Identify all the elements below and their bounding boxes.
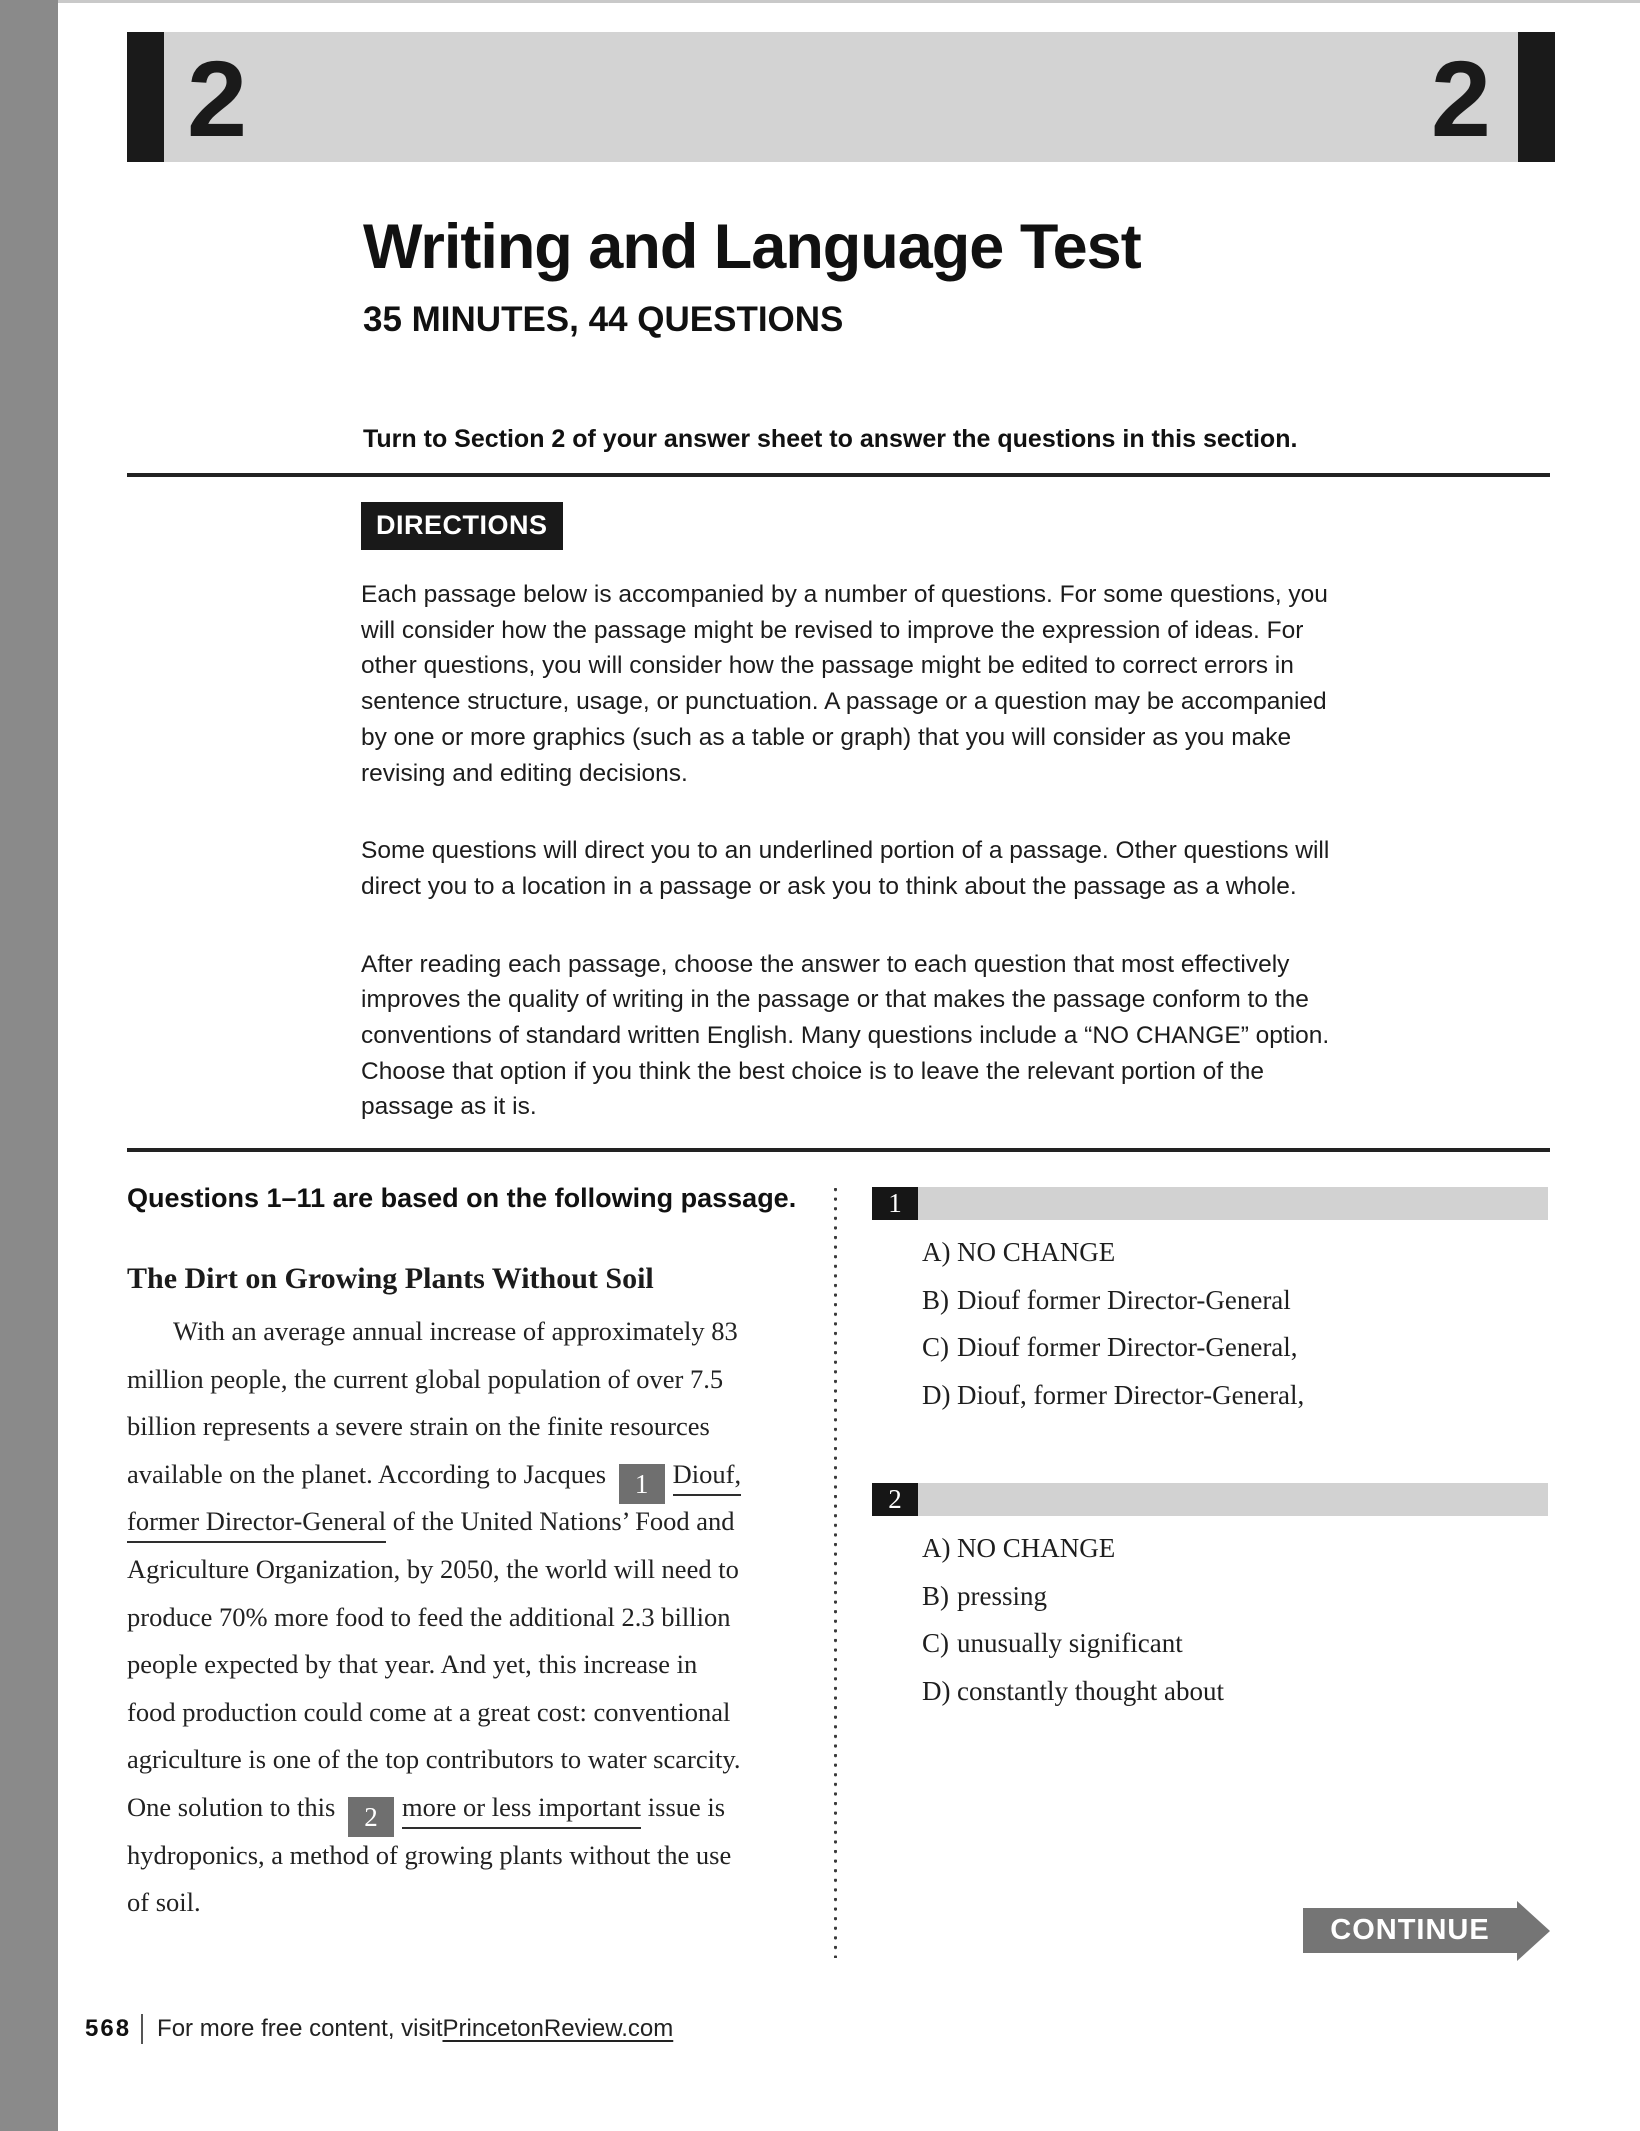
question-number-bar [872,1483,1548,1516]
choice-letter: B) [922,1284,949,1315]
question-bar-fill [918,1187,1548,1220]
choice-text: Diouf former Director-General [957,1284,1291,1315]
passage-question-marker-2: 2 [348,1797,394,1837]
choice-letter: C) [922,1628,949,1658]
continue-button[interactable] [1303,1908,1517,1953]
passage-line: hydroponics, a method of growing plants without the use [127,1839,732,1870]
continue-label: CONTINUE [1303,1908,1517,1953]
question-number: 1 [872,1187,918,1220]
answer-choices [872,1525,1548,1715]
test-title: Writing and Language Test [363,212,1141,282]
directions-line: sentence structure, usage, or punctuation. A passage or a question may be accompanied [361,688,1327,716]
footer-divider [141,2014,143,2044]
question-number-bar [872,1187,1548,1220]
answer-sheet-instruction: Turn to Section 2 of your answer sheet to answer the questions in this section. [363,425,1298,453]
directions-line: direct you to a location in a passage or ask you to think about the passage as a whole. [361,872,1297,900]
passage-line: former Director-General of the United Nations’ Food and [127,1498,817,1546]
directions-line: by one or more graphics (such as a table or graph) that you will consider as you make [361,723,1292,751]
question-number: 2 [872,1483,918,1516]
underlined-phrase: former Director-General [127,1506,386,1543]
choice-text: pressing [957,1580,1047,1611]
passage-line: people expected by that year. And yet, this increase in [127,1649,698,1680]
answer-choice-C [872,1620,1548,1668]
choice-letter: D) [922,1379,951,1410]
section-number-right: 2 [1430,38,1491,159]
choice-text: unusually significant [957,1628,1183,1658]
choice-letter: B) [922,1580,949,1611]
underlined-phrase: Diouf, [673,1459,741,1496]
directions-line: passage as it is. [361,1093,537,1121]
directions-line: Choose that option if you think the best choice is to leave the relevant portion of the [361,1057,1264,1085]
passage-text [127,1308,817,1927]
footer-link[interactable]: PrincetonReview.com [442,2015,674,2042]
directions-label: DIRECTIONS [361,502,563,550]
answer-choice-D [872,1372,1548,1420]
directions-line: improves the quality of writing in the passage or that makes the passage conform to the [361,986,1309,1014]
directions-line: will consider how the passage might be revised to improve the expression of ideas. For [361,616,1304,644]
passage-title: The Dirt on Growing Plants Without Soil [127,1262,654,1295]
directions-line: conventions of standard written English. Many questions include a “NO CHANGE” option. [361,1022,1330,1050]
question-2 [872,1483,1548,1715]
answer-choice-D [872,1668,1548,1716]
directions-line: revising and editing decisions. [361,759,688,787]
passage-line: produce 70% more food to feed the additional 2.3 billion [127,1601,731,1632]
answer-choice-B [872,1277,1548,1325]
passage-line: available on the planet. According to Jacques 1 Diouf, [127,1451,817,1499]
questions-column [872,0,1548,2131]
choice-letter: C) [922,1332,949,1362]
page-footer [85,2014,673,2044]
passage-line: of soil. [127,1887,201,1918]
question-1 [872,1187,1548,1419]
passage-line: One solution to this 2 more or less important issue is [127,1784,817,1832]
passage-line: agriculture is one of the top contributors to water scarcity. [127,1744,741,1775]
passage-line: Agriculture Organization, by 2050, the world will need to [127,1553,739,1584]
answer-choice-A [872,1525,1548,1573]
choice-letter: D) [922,1675,951,1706]
choice-text: NO CHANGE [957,1237,1116,1267]
choice-letter: A) [922,1533,951,1563]
column-divider-dotted [834,1188,837,1958]
directions-line: Some questions will direct you to an underlined portion of a passage. Other questions will [361,837,1330,865]
underlined-phrase: more or less important [402,1792,641,1829]
test-timing: 35 MINUTES, 44 QUESTIONS [363,300,844,339]
choice-text: constantly thought about [957,1675,1224,1706]
header-left-bar [127,32,164,162]
passage-intro: Questions 1–11 are based on the following passage. [127,1183,797,1213]
question-bar-fill [918,1483,1548,1516]
answer-choices [872,1229,1548,1419]
page-binding-strip [0,0,58,2131]
continue-arrow-icon [1517,1901,1550,1961]
passage-line: billion represents a severe strain on the finite resources [127,1411,710,1442]
passage-line: With an average annual increase of approximately 83 [173,1316,738,1346]
page-number: 568 [85,2015,132,2042]
section-number-left: 2 [187,38,248,159]
directions-line: After reading each passage, choose the answer to each question that most effectively [361,950,1290,978]
answer-choice-A [872,1229,1548,1277]
passage-question-marker-1: 1 [619,1464,665,1504]
choice-letter: A) [922,1237,951,1267]
choice-text: Diouf former Director-General, [957,1332,1298,1362]
passage-line: million people, the current global population of over 7.5 [127,1363,724,1394]
passage-line: food production could come at a great cost: conventional [127,1696,731,1727]
answer-choice-B [872,1573,1548,1621]
directions-line: Each passage below is accompanied by a number of questions. For some questions, you [361,581,1328,608]
choice-text: NO CHANGE [957,1533,1116,1563]
footer-text: For more free content, visit [157,2015,443,2042]
directions-line: other questions, you will consider how the passage might be edited to correct errors in [361,652,1294,680]
answer-choice-C [872,1324,1548,1372]
choice-text: Diouf, former Director-General, [957,1379,1305,1410]
